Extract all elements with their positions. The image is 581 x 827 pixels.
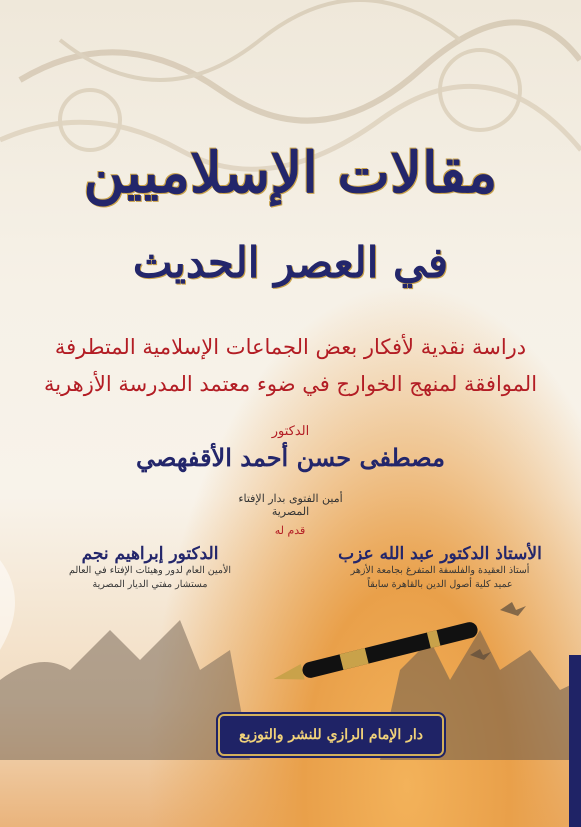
presenter-2-line-1: الأمين العام لدور وهيئات الإفتاء في العالم: [69, 565, 231, 576]
presenter-1-line-1: أستاذ العقيدة والفلسفة المتفرغ بجامعة الأزهر: [350, 565, 530, 576]
book-title: مقالات الإسلاميين: [83, 140, 498, 206]
presenter-1-name: الأستاذ الدكتور عبد الله عزب: [338, 544, 542, 564]
presenter-2-name: الدكتور إبراهيم نجم: [81, 544, 219, 564]
description-line-1: دراسة نقدية لأفكار بعض الجماعات الإسلامية المتطرفة: [54, 335, 527, 359]
author-title-label: الدكتور: [271, 424, 310, 439]
presenter-1-line-2: عميد كلية أصول الدين بالقاهرة سابقاً: [367, 579, 513, 590]
book-subtitle: في العصر الحديث: [132, 238, 449, 287]
spine-stripe: [569, 655, 581, 827]
author-role: أمين الفتوى بدار الإفتاء المصرية: [238, 492, 343, 518]
description-line-2: الموافقة لمنهج الخوارج في ضوء معتمد المدرسة الأزهرية: [43, 372, 538, 396]
author-name: مصطفى حسن أحمد الأقفهصي: [136, 443, 445, 472]
presented-by-label: قدم له: [274, 524, 306, 537]
publisher-badge: دار الإمام الرازي للنشر والتوزيع: [218, 714, 444, 756]
presenter-2-line-2: مستشار مفتي الديار المصرية: [92, 579, 208, 590]
